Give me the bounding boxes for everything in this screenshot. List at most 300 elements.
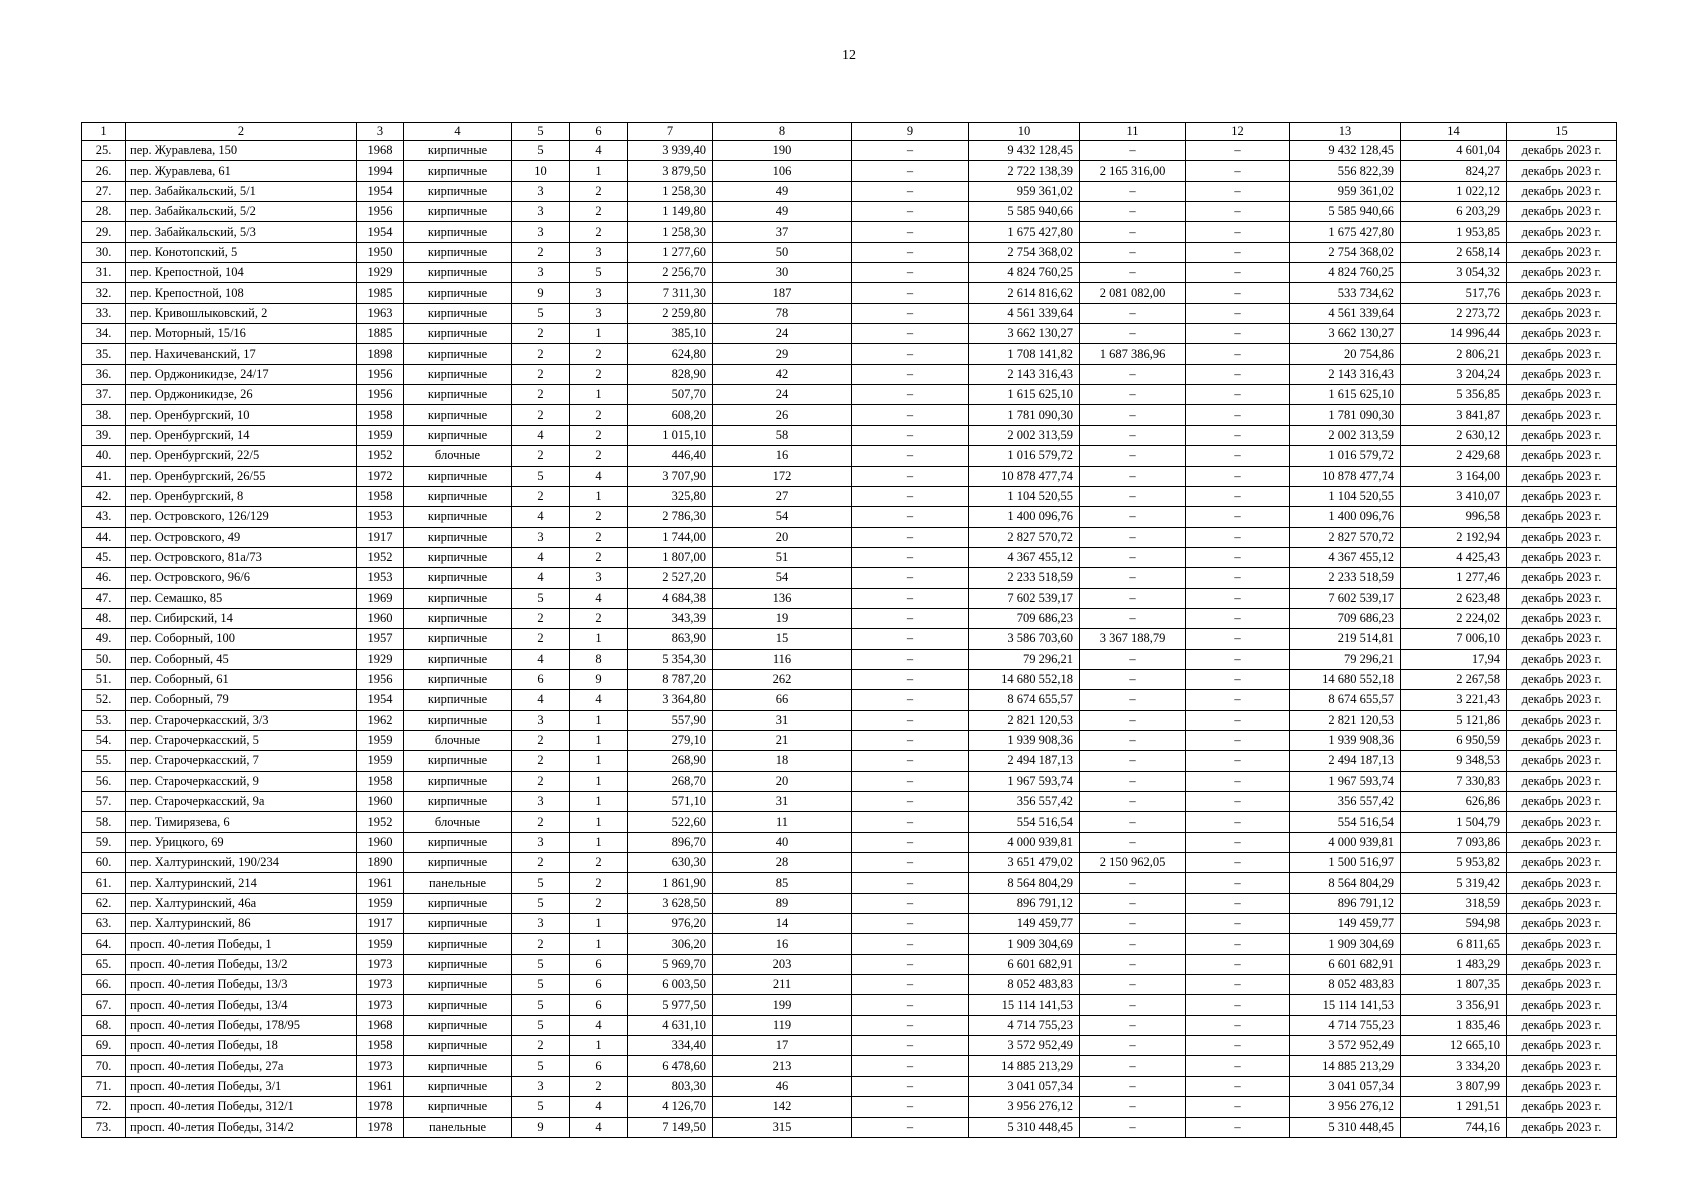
col-14-value-cell: 2 224,02 (1401, 608, 1507, 628)
residents-cell: 16 (713, 446, 852, 466)
col-11-amount-cell: – (1080, 792, 1186, 812)
wall-material-cell: кирпичные (404, 1015, 512, 1035)
total-area-cell: 2 256,70 (628, 263, 713, 283)
entrances-cell: 2 (570, 873, 628, 893)
col-9-value-cell: – (852, 934, 969, 954)
address-cell: просп. 40-летия Победы, 27а (126, 1056, 357, 1076)
year-built-cell: 1954 (357, 181, 404, 201)
total-area-cell: 803,30 (628, 1076, 713, 1096)
col-10-amount-cell: 1 016 579,72 (969, 446, 1080, 466)
completion-date-cell: декабрь 2023 г. (1507, 202, 1617, 222)
col-10-amount-cell: 1 675 427,80 (969, 222, 1080, 242)
col-14-value-cell: 594,98 (1401, 914, 1507, 934)
col-14-value-cell: 17,94 (1401, 649, 1507, 669)
table-row (82, 792, 1617, 812)
col-12-value-cell: – (1186, 527, 1290, 547)
residents-cell: 203 (713, 954, 852, 974)
address-cell: пер. Халтуринский, 214 (126, 873, 357, 893)
row-number-cell: 55. (82, 751, 126, 771)
col-14-value-cell: 3 204,24 (1401, 364, 1507, 384)
table-row (82, 751, 1617, 771)
floors-cell: 2 (512, 486, 570, 506)
wall-material-cell: кирпичные (404, 547, 512, 567)
row-number-cell: 60. (82, 853, 126, 873)
total-area-cell: 624,80 (628, 344, 713, 364)
col-13-amount-cell: 2 143 316,43 (1290, 364, 1401, 384)
address-cell: пер. Крепостной, 108 (126, 283, 357, 303)
col-14-value-cell: 2 429,68 (1401, 446, 1507, 466)
table-row (82, 141, 1617, 161)
col-11-amount-cell: – (1080, 710, 1186, 730)
wall-material-cell: кирпичные (404, 710, 512, 730)
col-13-amount-cell: 1 939 908,36 (1290, 730, 1401, 750)
table-row (82, 730, 1617, 750)
table-row (82, 1015, 1617, 1035)
floors-cell: 5 (512, 1097, 570, 1117)
col-10-amount-cell: 14 885 213,29 (969, 1056, 1080, 1076)
col-14-value-cell: 3 356,91 (1401, 995, 1507, 1015)
floors-cell: 2 (512, 324, 570, 344)
entrances-cell: 2 (570, 547, 628, 567)
col-13-amount-cell: 533 734,62 (1290, 283, 1401, 303)
table-row (82, 507, 1617, 527)
table-row (82, 629, 1617, 649)
column-number-11: 11 (1080, 123, 1186, 141)
wall-material-cell: кирпичные (404, 1097, 512, 1117)
completion-date-cell: декабрь 2023 г. (1507, 690, 1617, 710)
completion-date-cell: декабрь 2023 г. (1507, 1097, 1617, 1117)
residents-cell: 119 (713, 1015, 852, 1035)
col-9-value-cell: – (852, 629, 969, 649)
address-cell: пер. Соборный, 100 (126, 629, 357, 649)
col-10-amount-cell: 1 939 908,36 (969, 730, 1080, 750)
col-12-value-cell: – (1186, 486, 1290, 506)
completion-date-cell: декабрь 2023 г. (1507, 995, 1617, 1015)
completion-date-cell: декабрь 2023 г. (1507, 466, 1617, 486)
col-13-amount-cell: 5 585 940,66 (1290, 202, 1401, 222)
col-9-value-cell: – (852, 263, 969, 283)
completion-date-cell: декабрь 2023 г. (1507, 873, 1617, 893)
row-number-cell: 64. (82, 934, 126, 954)
col-14-value-cell: 744,16 (1401, 1117, 1507, 1137)
col-13-amount-cell: 709 686,23 (1290, 608, 1401, 628)
residents-cell: 14 (713, 914, 852, 934)
completion-date-cell: декабрь 2023 г. (1507, 161, 1617, 181)
year-built-cell: 1962 (357, 710, 404, 730)
col-13-amount-cell: 356 557,42 (1290, 792, 1401, 812)
address-cell: пер. Оренбургский, 10 (126, 405, 357, 425)
col-14-value-cell: 9 348,53 (1401, 751, 1507, 771)
col-10-amount-cell: 2 002 313,59 (969, 425, 1080, 445)
row-number-cell: 44. (82, 527, 126, 547)
address-cell: пер. Старочеркасский, 7 (126, 751, 357, 771)
col-10-amount-cell: 1 615 625,10 (969, 385, 1080, 405)
table-row (82, 1056, 1617, 1076)
year-built-cell: 1885 (357, 324, 404, 344)
table-row (82, 303, 1617, 323)
completion-date-cell: декабрь 2023 г. (1507, 853, 1617, 873)
completion-date-cell: декабрь 2023 г. (1507, 1056, 1617, 1076)
entrances-cell: 2 (570, 344, 628, 364)
col-14-value-cell: 4 601,04 (1401, 141, 1507, 161)
col-9-value-cell: – (852, 730, 969, 750)
col-11-amount-cell: – (1080, 893, 1186, 913)
col-11-amount-cell: – (1080, 222, 1186, 242)
floors-cell: 4 (512, 547, 570, 567)
completion-date-cell: декабрь 2023 г. (1507, 771, 1617, 791)
col-9-value-cell: – (852, 547, 969, 567)
residents-cell: 315 (713, 1117, 852, 1137)
floors-cell: 4 (512, 568, 570, 588)
column-number-15: 15 (1507, 123, 1617, 141)
table-row (82, 466, 1617, 486)
col-13-amount-cell: 896 791,12 (1290, 893, 1401, 913)
year-built-cell: 1929 (357, 263, 404, 283)
entrances-cell: 2 (570, 893, 628, 913)
residents-cell: 116 (713, 649, 852, 669)
residents-cell: 15 (713, 629, 852, 649)
completion-date-cell: декабрь 2023 г. (1507, 242, 1617, 262)
wall-material-cell: кирпичные (404, 222, 512, 242)
col-12-value-cell: – (1186, 954, 1290, 974)
col-12-value-cell: – (1186, 1117, 1290, 1137)
entrances-cell: 1 (570, 1036, 628, 1056)
total-area-cell: 7 311,30 (628, 283, 713, 303)
wall-material-cell: панельные (404, 1117, 512, 1137)
table-row (82, 1076, 1617, 1096)
col-14-value-cell: 2 192,94 (1401, 527, 1507, 547)
row-number-cell: 32. (82, 283, 126, 303)
col-14-value-cell: 5 319,42 (1401, 873, 1507, 893)
row-number-cell: 45. (82, 547, 126, 567)
total-area-cell: 279,10 (628, 730, 713, 750)
col-9-value-cell: – (852, 1117, 969, 1137)
residents-cell: 58 (713, 425, 852, 445)
column-number-6: 6 (570, 123, 628, 141)
residents-cell: 42 (713, 364, 852, 384)
floors-cell: 5 (512, 141, 570, 161)
year-built-cell: 1960 (357, 792, 404, 812)
floors-cell: 5 (512, 995, 570, 1015)
table-body (82, 141, 1617, 1138)
residents-cell: 66 (713, 690, 852, 710)
col-13-amount-cell: 2 827 570,72 (1290, 527, 1401, 547)
completion-date-cell: декабрь 2023 г. (1507, 914, 1617, 934)
year-built-cell: 1952 (357, 812, 404, 832)
year-built-cell: 1959 (357, 730, 404, 750)
table-row (82, 242, 1617, 262)
table-row (82, 1097, 1617, 1117)
col-11-amount-cell: – (1080, 1036, 1186, 1056)
year-built-cell: 1950 (357, 242, 404, 262)
col-14-value-cell: 7 006,10 (1401, 629, 1507, 649)
col-12-value-cell: – (1186, 141, 1290, 161)
total-area-cell: 6 003,50 (628, 975, 713, 995)
col-12-value-cell: – (1186, 466, 1290, 486)
total-area-cell: 522,60 (628, 812, 713, 832)
completion-date-cell: декабрь 2023 г. (1507, 1117, 1617, 1137)
floors-cell: 5 (512, 1056, 570, 1076)
floors-cell: 4 (512, 425, 570, 445)
address-cell: пер. Старочеркасский, 3/3 (126, 710, 357, 730)
col-11-amount-cell: – (1080, 649, 1186, 669)
address-cell: просп. 40-летия Победы, 314/2 (126, 1117, 357, 1137)
wall-material-cell: кирпичные (404, 324, 512, 344)
col-13-amount-cell: 79 296,21 (1290, 649, 1401, 669)
entrances-cell: 1 (570, 812, 628, 832)
col-9-value-cell: – (852, 771, 969, 791)
entrances-cell: 1 (570, 730, 628, 750)
entrances-cell: 5 (570, 263, 628, 283)
total-area-cell: 1 015,10 (628, 425, 713, 445)
row-number-cell: 54. (82, 730, 126, 750)
col-12-value-cell: – (1186, 873, 1290, 893)
col-14-value-cell: 7 093,86 (1401, 832, 1507, 852)
total-area-cell: 1 807,00 (628, 547, 713, 567)
entrances-cell: 1 (570, 792, 628, 812)
row-number-cell: 38. (82, 405, 126, 425)
col-12-value-cell: – (1186, 792, 1290, 812)
completion-date-cell: декабрь 2023 г. (1507, 934, 1617, 954)
col-11-amount-cell: – (1080, 242, 1186, 262)
col-11-amount-cell: – (1080, 832, 1186, 852)
col-12-value-cell: – (1186, 893, 1290, 913)
address-cell: пер. Островского, 126/129 (126, 507, 357, 527)
completion-date-cell: декабрь 2023 г. (1507, 324, 1617, 344)
total-area-cell: 385,10 (628, 324, 713, 344)
col-10-amount-cell: 896 791,12 (969, 893, 1080, 913)
year-built-cell: 1959 (357, 934, 404, 954)
col-9-value-cell: – (852, 1076, 969, 1096)
col-12-value-cell: – (1186, 710, 1290, 730)
col-13-amount-cell: 14 680 552,18 (1290, 669, 1401, 689)
floors-cell: 4 (512, 649, 570, 669)
completion-date-cell: декабрь 2023 г. (1507, 1015, 1617, 1035)
address-cell: пер. Островского, 96/6 (126, 568, 357, 588)
entrances-cell: 2 (570, 1076, 628, 1096)
col-10-amount-cell: 2 754 368,02 (969, 242, 1080, 262)
col-13-amount-cell: 4 714 755,23 (1290, 1015, 1401, 1035)
total-area-cell: 1 744,00 (628, 527, 713, 547)
col-9-value-cell: – (852, 1056, 969, 1076)
col-13-amount-cell: 8 674 655,57 (1290, 690, 1401, 710)
address-cell: пер. Оренбургский, 14 (126, 425, 357, 445)
col-9-value-cell: – (852, 324, 969, 344)
completion-date-cell: декабрь 2023 г. (1507, 792, 1617, 812)
residents-cell: 20 (713, 527, 852, 547)
col-10-amount-cell: 1 909 304,69 (969, 934, 1080, 954)
col-12-value-cell: – (1186, 242, 1290, 262)
floors-cell: 3 (512, 527, 570, 547)
col-9-value-cell: – (852, 853, 969, 873)
row-number-cell: 41. (82, 466, 126, 486)
total-area-cell: 828,90 (628, 364, 713, 384)
col-10-amount-cell: 8 052 483,83 (969, 975, 1080, 995)
col-13-amount-cell: 1 615 625,10 (1290, 385, 1401, 405)
table-row (82, 263, 1617, 283)
address-cell: пер. Старочеркасский, 5 (126, 730, 357, 750)
col-14-value-cell: 4 425,43 (1401, 547, 1507, 567)
total-area-cell: 446,40 (628, 446, 713, 466)
col-14-value-cell: 318,59 (1401, 893, 1507, 913)
entrances-cell: 2 (570, 425, 628, 445)
entrances-cell: 1 (570, 486, 628, 506)
col-11-amount-cell: 3 367 188,79 (1080, 629, 1186, 649)
col-11-amount-cell: – (1080, 425, 1186, 445)
col-11-amount-cell: – (1080, 446, 1186, 466)
wall-material-cell: блочные (404, 446, 512, 466)
col-13-amount-cell: 4 561 339,64 (1290, 303, 1401, 323)
total-area-cell: 1 277,60 (628, 242, 713, 262)
table-row (82, 934, 1617, 954)
entrances-cell: 2 (570, 608, 628, 628)
year-built-cell: 1953 (357, 568, 404, 588)
col-14-value-cell: 626,86 (1401, 792, 1507, 812)
year-built-cell: 1968 (357, 1015, 404, 1035)
table-row (82, 649, 1617, 669)
col-9-value-cell: – (852, 751, 969, 771)
table-row (82, 771, 1617, 791)
col-10-amount-cell: 1 400 096,76 (969, 507, 1080, 527)
col-14-value-cell: 3 334,20 (1401, 1056, 1507, 1076)
year-built-cell: 1953 (357, 507, 404, 527)
col-14-value-cell: 2 267,58 (1401, 669, 1507, 689)
row-number-cell: 52. (82, 690, 126, 710)
col-9-value-cell: – (852, 568, 969, 588)
col-13-amount-cell: 2 821 120,53 (1290, 710, 1401, 730)
year-built-cell: 1960 (357, 608, 404, 628)
col-13-amount-cell: 1 400 096,76 (1290, 507, 1401, 527)
address-cell: пер. Халтуринский, 190/234 (126, 853, 357, 873)
table-row (82, 385, 1617, 405)
wall-material-cell: кирпичные (404, 507, 512, 527)
table-row (82, 344, 1617, 364)
col-13-amount-cell: 14 885 213,29 (1290, 1056, 1401, 1076)
table-row (82, 161, 1617, 181)
wall-material-cell: кирпичные (404, 853, 512, 873)
col-13-amount-cell: 2 494 187,13 (1290, 751, 1401, 771)
col-9-value-cell: – (852, 141, 969, 161)
col-11-amount-cell: – (1080, 364, 1186, 384)
row-number-cell: 36. (82, 364, 126, 384)
floors-cell: 10 (512, 161, 570, 181)
column-number-2: 2 (126, 123, 357, 141)
col-11-amount-cell: – (1080, 669, 1186, 689)
col-11-amount-cell: – (1080, 751, 1186, 771)
row-number-cell: 71. (82, 1076, 126, 1096)
row-number-cell: 39. (82, 425, 126, 445)
col-13-amount-cell: 15 114 141,53 (1290, 995, 1401, 1015)
year-built-cell: 1958 (357, 1036, 404, 1056)
col-13-amount-cell: 1 500 516,97 (1290, 853, 1401, 873)
year-built-cell: 1898 (357, 344, 404, 364)
col-13-amount-cell: 8 052 483,83 (1290, 975, 1401, 995)
floors-cell: 3 (512, 222, 570, 242)
residents-cell: 28 (713, 853, 852, 873)
residents-cell: 187 (713, 283, 852, 303)
year-built-cell: 1969 (357, 588, 404, 608)
completion-date-cell: декабрь 2023 г. (1507, 730, 1617, 750)
col-9-value-cell: – (852, 425, 969, 445)
address-cell: пер. Оренбургский, 8 (126, 486, 357, 506)
total-area-cell: 630,30 (628, 853, 713, 873)
col-9-value-cell: – (852, 710, 969, 730)
total-area-cell: 557,90 (628, 710, 713, 730)
address-cell: пер. Старочеркасский, 9 (126, 771, 357, 791)
address-cell: пер. Моторный, 15/16 (126, 324, 357, 344)
col-13-amount-cell: 1 016 579,72 (1290, 446, 1401, 466)
col-11-amount-cell: – (1080, 812, 1186, 832)
entrances-cell: 1 (570, 832, 628, 852)
completion-date-cell: декабрь 2023 г. (1507, 669, 1617, 689)
col-10-amount-cell: 15 114 141,53 (969, 995, 1080, 1015)
completion-date-cell: декабрь 2023 г. (1507, 263, 1617, 283)
year-built-cell: 1958 (357, 486, 404, 506)
total-area-cell: 3 707,90 (628, 466, 713, 486)
row-number-cell: 69. (82, 1036, 126, 1056)
col-14-value-cell: 3 410,07 (1401, 486, 1507, 506)
residents-cell: 31 (713, 710, 852, 730)
col-10-amount-cell: 6 601 682,91 (969, 954, 1080, 974)
col-10-amount-cell: 5 310 448,45 (969, 1117, 1080, 1137)
table-row (82, 710, 1617, 730)
table-row (82, 588, 1617, 608)
col-9-value-cell: – (852, 405, 969, 425)
col-13-amount-cell: 959 361,02 (1290, 181, 1401, 201)
year-built-cell: 1956 (357, 202, 404, 222)
col-13-amount-cell: 3 572 952,49 (1290, 1036, 1401, 1056)
floors-cell: 5 (512, 1015, 570, 1035)
col-13-amount-cell: 7 602 539,17 (1290, 588, 1401, 608)
col-9-value-cell: – (852, 527, 969, 547)
entrances-cell: 1 (570, 324, 628, 344)
col-12-value-cell: – (1186, 303, 1290, 323)
col-9-value-cell: – (852, 202, 969, 222)
residents-cell: 37 (713, 222, 852, 242)
col-12-value-cell: – (1186, 771, 1290, 791)
year-built-cell: 1985 (357, 283, 404, 303)
row-number-cell: 46. (82, 568, 126, 588)
entrances-cell: 2 (570, 527, 628, 547)
col-10-amount-cell: 709 686,23 (969, 608, 1080, 628)
wall-material-cell: кирпичные (404, 263, 512, 283)
row-number-cell: 43. (82, 507, 126, 527)
row-number-cell: 72. (82, 1097, 126, 1117)
row-number-cell: 31. (82, 263, 126, 283)
residents-cell: 106 (713, 161, 852, 181)
residents-cell: 46 (713, 1076, 852, 1096)
col-11-amount-cell: – (1080, 263, 1186, 283)
col-13-amount-cell: 3 041 057,34 (1290, 1076, 1401, 1096)
residents-cell: 213 (713, 1056, 852, 1076)
wall-material-cell: кирпичные (404, 954, 512, 974)
col-10-amount-cell: 2 821 120,53 (969, 710, 1080, 730)
col-10-amount-cell: 2 722 138,39 (969, 161, 1080, 181)
completion-date-cell: декабрь 2023 г. (1507, 486, 1617, 506)
wall-material-cell: кирпичные (404, 303, 512, 323)
col-14-value-cell: 6 950,59 (1401, 730, 1507, 750)
floors-cell: 5 (512, 466, 570, 486)
col-11-amount-cell: – (1080, 1076, 1186, 1096)
table-row (82, 405, 1617, 425)
completion-date-cell: декабрь 2023 г. (1507, 507, 1617, 527)
address-cell: пер. Кривошлыковский, 2 (126, 303, 357, 323)
row-number-cell: 62. (82, 893, 126, 913)
wall-material-cell: кирпичные (404, 893, 512, 913)
wall-material-cell: кирпичные (404, 649, 512, 669)
address-cell: пер. Забайкальский, 5/2 (126, 202, 357, 222)
wall-material-cell: кирпичные (404, 608, 512, 628)
